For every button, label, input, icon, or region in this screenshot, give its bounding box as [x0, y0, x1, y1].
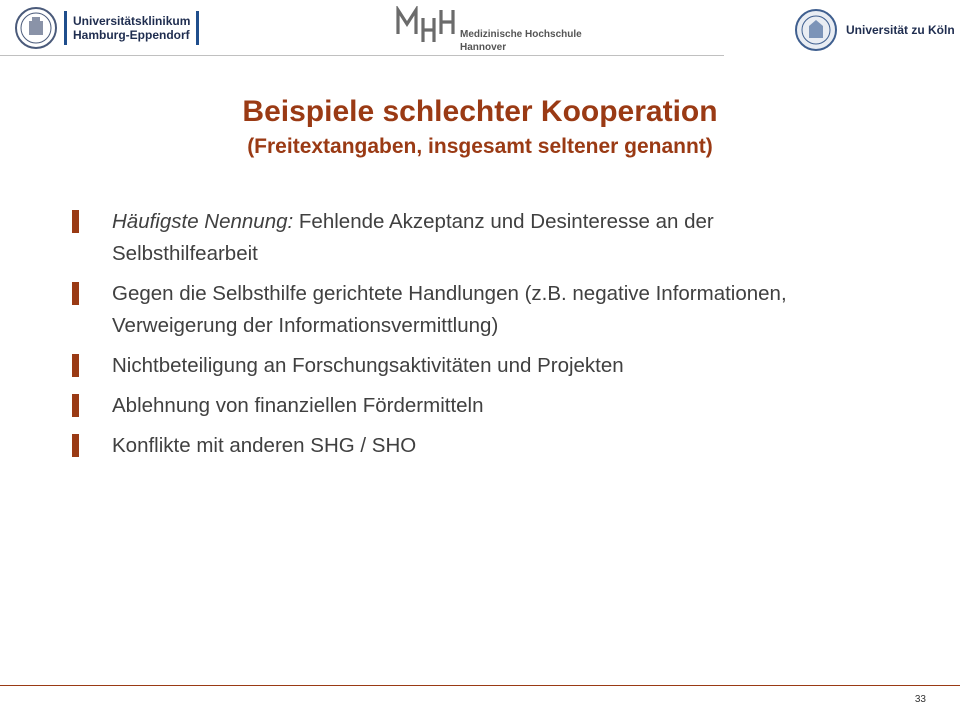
title-block: [0, 92, 960, 162]
slide-subtitle: (Freitextangaben, insgesamt seltener genannt): [247, 135, 713, 158]
mhh-wordmark: [460, 28, 590, 54]
header-rule: [0, 55, 724, 56]
slide-title: Beispiele schlechter Kooperation: [242, 95, 718, 128]
bullet-item: [72, 278, 852, 342]
koeln-seal-icon: [794, 8, 838, 52]
bullet-marker: [72, 282, 79, 305]
slide-header: [0, 0, 960, 60]
uke-divider-right: [196, 11, 199, 45]
mhh-name-line2: Hannover: [460, 42, 507, 53]
bullet-marker: [72, 394, 79, 417]
bullet-item: [72, 206, 852, 270]
uke-name-line1: Universitätsklinikum: [73, 14, 191, 28]
page-number: 33: [914, 694, 926, 705]
bullet-text: Nichtbeteiligung an Forschungsaktivitäten und Projekten: [112, 354, 624, 377]
bullet-text: Gegen die Selbsthilfe gerichtete Handlungen (z.B. negative Informationen, Verweigerung der Informationsvermittlung): [112, 282, 787, 337]
uke-wordmark: [73, 14, 190, 42]
bullet-marker: [72, 434, 79, 457]
uke-logo: [14, 6, 205, 50]
uke-divider: [64, 11, 67, 45]
mhh-name-line1: Medizinische Hochschule: [460, 29, 582, 40]
bullet-item: [72, 430, 852, 462]
mhh-monogram-icon: [396, 6, 458, 46]
bullet-lead: Häufigste Nennung:: [112, 210, 294, 233]
koeln-logo: [794, 8, 955, 52]
uke-seal-icon: [14, 6, 58, 50]
bullet-text: Fehlende Akzeptanz und Desinteresse an der Selbsthilfearbeit: [112, 210, 714, 265]
bullet-item: [72, 350, 852, 382]
bullet-text: Ablehnung von finanziellen Fördermitteln: [112, 394, 484, 417]
uke-name-line2: Hamburg-Eppendorf: [73, 28, 190, 42]
bullet-marker: [72, 354, 79, 377]
bullet-marker: [72, 210, 79, 233]
footer-rule: [0, 685, 960, 686]
bullet-item: [72, 390, 852, 422]
bullet-list: [72, 206, 852, 470]
koeln-wordmark: Universität zu Köln: [846, 23, 955, 37]
bullet-text: Konflikte mit anderen SHG / SHO: [112, 434, 417, 457]
